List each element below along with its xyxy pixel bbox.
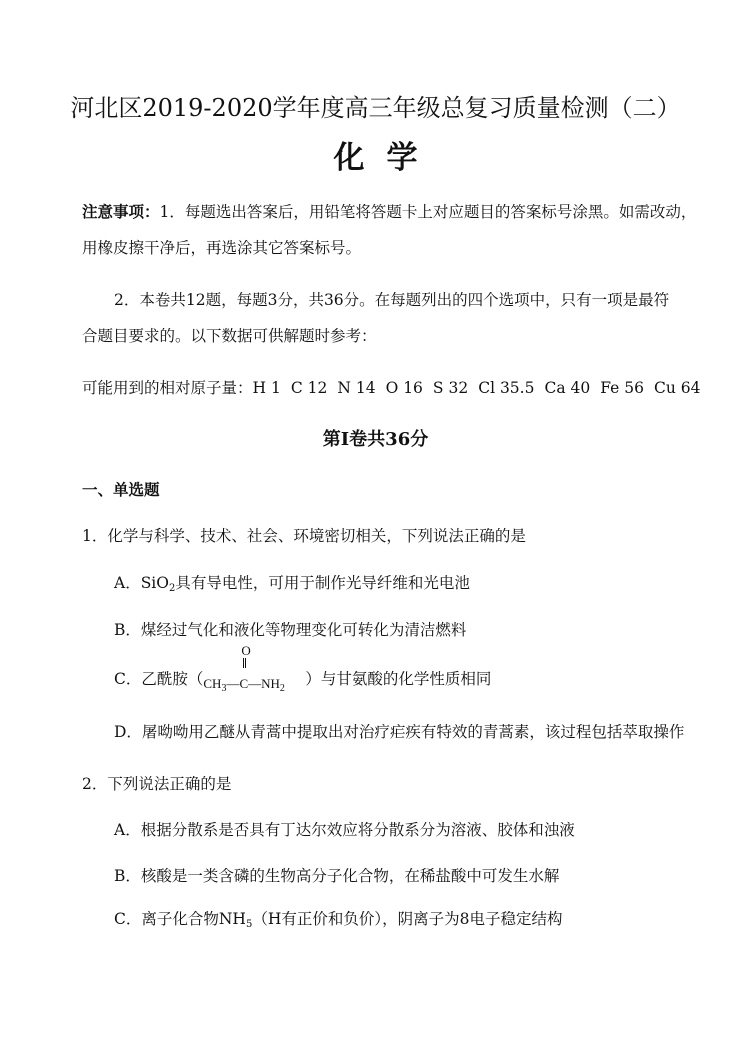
notice-item-2-cont: 合题目要求的。以下数据可供解题时参考： [82, 327, 377, 345]
mass-ca: Ca 40 [544, 379, 591, 397]
mass-c: C 12 [290, 379, 328, 397]
q2-option-a: A．根据分散系是否具有丁达尔效应将分散系分为溶液、胶体和浊液 [114, 821, 575, 839]
q2-option-c: C．离子化合物$NH_5(H$有正价和负价），阴离子为8电子稳定结构 [114, 910, 563, 930]
mass-s: S 32 [432, 379, 469, 397]
formula-oxygen: O [241, 643, 251, 658]
exam-title: 河北区2019-2020学年度高三年级总复习质量检测（二） [70, 94, 681, 122]
mass-fe: Fe 56 [600, 379, 644, 397]
acetamide-formula [203, 643, 305, 694]
q2-option-b: B．核酸是一类含磷的生物高分子化合物，在稀盐酸中可发生水解 [114, 867, 560, 885]
q2-stem: 2．下列说法正确的是 [82, 775, 232, 793]
q1-option-a: A．SiO$_2$具有导电性，可用于制作光导纤维和光电池 [114, 574, 470, 594]
mass-h: H 1 [252, 379, 281, 397]
mass-n: N 14 [337, 379, 376, 397]
atomic-masses [82, 376, 710, 398]
q1-stem: 1．化学与科学、技术、社会、环境密切相关，下列说法正确的是 [82, 527, 526, 545]
notice-item-1-cont: 用橡皮擦干净后，再选涂其它答案标号。 [82, 239, 362, 257]
atomic-masses-label: 可能用到的相对原子量： [82, 379, 253, 397]
q1-option-b: B．煤经过气化和液化等物理变化可转化为清洁燃料 [114, 621, 467, 639]
section-title: 一、单选题 [82, 480, 160, 499]
notice-item-2: 2．本卷共12题，每题3分，共36分。在每题列出的四个选项中，只有一项是最符 [114, 291, 670, 309]
mass-cu: Cu 64 [653, 379, 701, 397]
q1-option-c: C．乙酰胺（ O $CH_3—C—NH_2$ ）与甘氨酸的化学性质相同 [114, 643, 492, 694]
double-bond-icon [243, 658, 246, 668]
notice-item-1: 1．每题选出答案后，用铅笔将答题卡上对应题目的答案标号涂黑。如需改动， [159, 203, 697, 221]
volume-title: 第Ⅰ卷共36分 [322, 429, 429, 450]
mass-o: O 16 [385, 379, 423, 397]
mass-cl: Cl 35.5 [478, 379, 535, 397]
formula-chain: $CH_3—C—NH_2$ [203, 676, 285, 694]
notice-line-1 [82, 200, 696, 222]
q1-option-d: D．屠呦呦用乙醚从青蒿中提取出对治疗疟疾有特效的青蒿素，该过程包括萃取操作 [114, 723, 685, 741]
subject-title: 化学 [333, 140, 440, 176]
notice-label: 注意事项： [82, 202, 160, 221]
